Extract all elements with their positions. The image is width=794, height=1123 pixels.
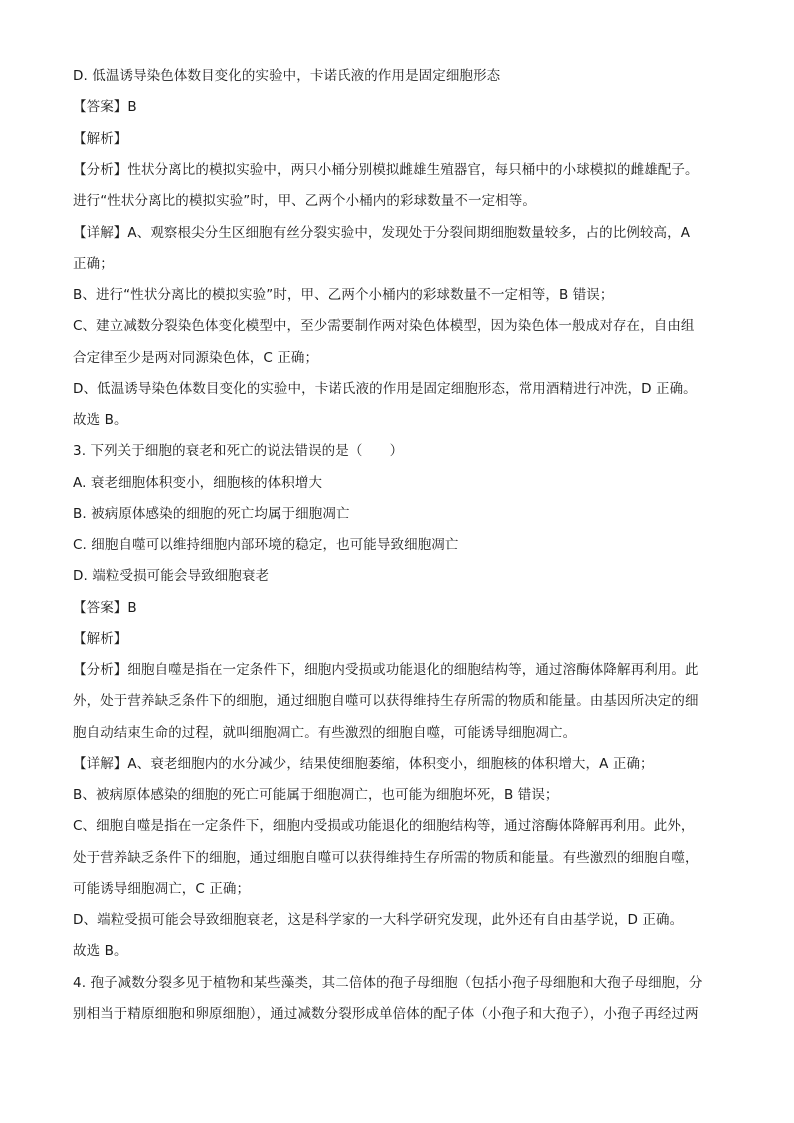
option-a: A. 衰老细胞体积变小，细胞核的体积增大 <box>73 475 323 491</box>
question-4-stem: 4. 孢子减数分裂多见于植物和某些藻类，其二倍体的孢子母细胞（包括小孢子母细胞和大孢子母细胞，分 <box>73 975 703 991</box>
detail-text: B、进行“性状分离比的模拟实验”时，甲、乙两个小桶内的彩球数量不一定相等，B 错误； <box>73 287 614 303</box>
answer-label: 【答案】B <box>73 600 137 616</box>
analysis-text: 进行“性状分离比的模拟实验”时，甲、乙两个小桶内的彩球数量不一定相等。 <box>73 193 536 209</box>
answer-label: 【答案】B <box>73 99 137 115</box>
option-d-previous: D. 低温诱导染色体数目变化的实验中，卡诺氏液的作用是固定细胞形态 <box>73 68 501 84</box>
detail-text: C、细胞自噬是指在一定条件下，细胞内受损或功能退化的细胞结构等，通过溶酶体降解再利用。此外， <box>73 818 695 834</box>
detail-text: 【详解】A、衰老细胞内的水分减少，结果使细胞萎缩，体积变小，细胞核的体积增大，A 正确； <box>73 756 654 772</box>
analysis-text: 外，处于营养缺乏条件下的细胞，通过细胞自噬可以获得维持生存所需的物质和能量。由基因所决定的细 <box>73 693 699 709</box>
question-4-stem: 别相当于精原细胞和卵原细胞），通过减数分裂形成单倍体的配子体（小孢子和大孢子），小孢子再经过两 <box>73 1006 699 1022</box>
detail-text: 处于营养缺乏条件下的细胞，通过细胞自噬可以获得维持生存所需的物质和能量。有些激烈的细胞自噬， <box>73 850 699 866</box>
detail-text: D、低温诱导染色体数目变化的实验中，卡诺氏液的作用是固定细胞形态，常用酒精进行冲洗，D 正确。 <box>73 381 697 397</box>
detail-text: 【详解】A、观察根尖分生区细胞有丝分裂实验中，发现处于分裂间期细胞数量较多，占的比例较高，A <box>73 225 691 241</box>
analysis-text: 【分析】细胞自噬是指在一定条件下，细胞内受损或功能退化的细胞结构等，通过溶酶体降解再利用。此 <box>73 662 699 678</box>
analysis-text: 胞自动结束生命的过程，就叫细胞凋亡。有些激烈的细胞自噬，可能诱导细胞凋亡。 <box>73 725 577 741</box>
option-b: B. 被病原体感染的细胞的死亡均属于细胞凋亡 <box>73 506 350 522</box>
detail-text: B、被病原体感染的细胞的死亡可能属于细胞凋亡，也可能为细胞坏死，B 错误； <box>73 787 559 803</box>
analysis-text: 【分析】性状分离比的模拟实验中，两只小桶分别模拟雌雄生殖器官，每只桶中的小球模拟的雌雄配子。 <box>73 162 699 178</box>
detail-text: 合定律至少是两对同源染色体，C 正确； <box>73 350 319 366</box>
question-3-stem: 3. 下列关于细胞的衰老和死亡的说法错误的是（ ） <box>73 443 404 459</box>
analysis-heading: 【解析】 <box>73 631 128 647</box>
detail-text: 正确； <box>73 256 114 272</box>
detail-text: 可能诱导细胞凋亡，C 正确； <box>73 881 251 897</box>
option-c: C. 细胞自噬可以维持细胞内部环境的稳定，也可能导致细胞凋亡 <box>73 537 459 553</box>
detail-text: D、端粒受损可能会导致细胞衰老，这是科学家的一大科学研究发现，此外还有自由基学说，D 正确。 <box>73 912 684 928</box>
conclusion-text: 故选 B。 <box>73 943 128 959</box>
analysis-heading: 【解析】 <box>73 131 128 147</box>
conclusion-text: 故选 B。 <box>73 412 128 428</box>
option-d: D. 端粒受损可能会导致细胞衰老 <box>73 568 270 584</box>
detail-text: C、建立减数分裂染色体变化模型中，至少需要制作两对染色体模型，因为染色体一般成对存在，自由组 <box>73 318 695 334</box>
